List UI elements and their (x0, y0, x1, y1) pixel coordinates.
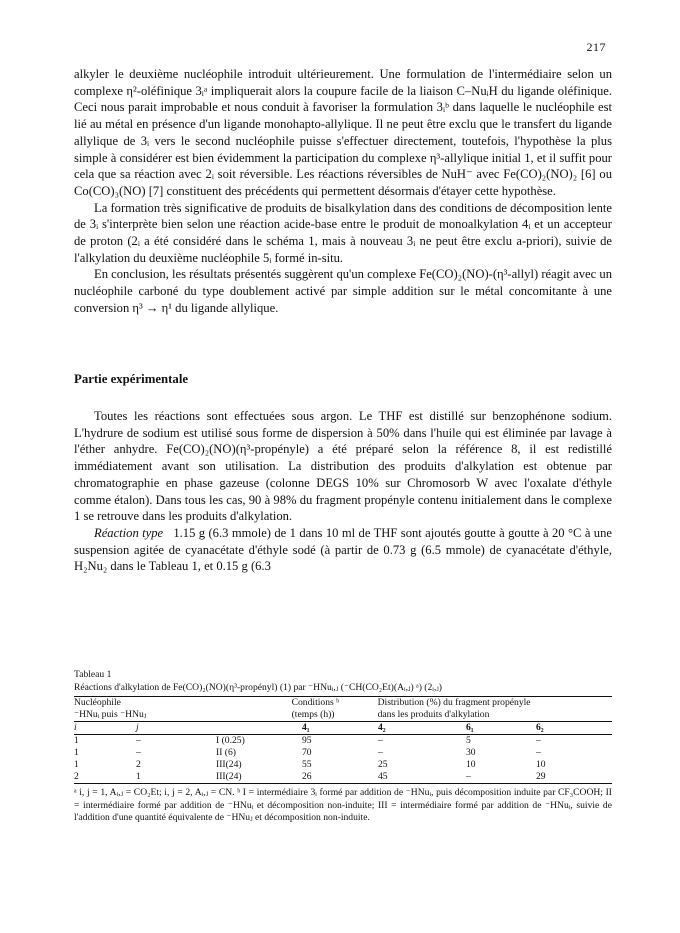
paragraph: En conclusion, les résultats présentés suggèrent qu'un complexe Fe(CO)₂(NO)-(η³-allyl) réagit avec un nucléophile carboné du type doublement activé par simple addition sur le métal concomitante à une conversion η³ → η¹ du ligande allylique. (74, 267, 612, 315)
header-conditions: Conditions ᵇ (291, 697, 340, 708)
cell: – (136, 747, 141, 758)
cell: – (136, 735, 141, 746)
cell: 1 (74, 735, 79, 746)
page-number: 217 (586, 40, 606, 54)
col-6-2: 6₂ (536, 722, 544, 733)
cell: 2 (136, 759, 141, 770)
table-row (74, 759, 612, 771)
cell: 29 (536, 771, 546, 782)
cell: 2 (74, 771, 79, 782)
cell: 26 (302, 771, 312, 782)
col-i: i (74, 722, 77, 733)
cell: 10 (536, 759, 546, 770)
cell: 1 (74, 759, 79, 770)
cell: – (378, 735, 383, 746)
cell: 70 (302, 747, 312, 758)
col-blank (216, 722, 302, 734)
cell: I (0.25) (216, 735, 245, 746)
cell: – (536, 735, 541, 746)
col-4-2: 4₂ (378, 722, 386, 733)
body-text-experimental (74, 408, 612, 575)
paragraph: alkyler le deuxième nucléophile introduit ultérieurement. Une formulation de l'intermédiaire selon un complexe η²-oléfinique 3ᵢᵃ impliquerait alors la coupure facile de la liaison C–NuᵢH du ligande oléfinique. Ceci nous parait improbable et nous conduit à favoriser la formulation 3ᵢᵇ dans laquelle le nucléophile est lié au métal en présence d'un ligande monohapto-allylique. Il ne peut être exclu que le transfert du ligande allylique de 3ᵢ vers le second nucléophile puisse s'effectuer directement, toutefois, l'hypothèse la plus simple à considérer est bien évidemment la participation du complexe η³-allylique initial 1, et il suffit pour cela que sa réaction avec 2ᵢ soit réversible. Les réactions réversibles de NuH⁻ avec Fe(CO)₂(NO)₂ [6] ou Co(CO)₃(NO) [7] constituent des précédents qui permettent désormais d'étayer cette hypothèse. (74, 67, 612, 198)
cell: 45 (378, 771, 388, 782)
table-row (74, 771, 612, 783)
table-caption: Réactions d'alkylation de Fe(CO)₂(NO)(η³-propényl) (1) par ⁻HNuᵢ,ⱼ (⁻CH(CO₂Et)(Aᵢ,ⱼ) ᵃ) (2ᵢ,ⱼ) (74, 682, 443, 693)
col-j: j (136, 722, 139, 733)
cell: 25 (378, 759, 388, 770)
table-label: Tableau 1 (74, 669, 112, 680)
cell: – (378, 747, 383, 758)
section-heading: Partie expérimentale (74, 372, 189, 386)
cell: 30 (466, 747, 476, 758)
cell: 5 (466, 735, 471, 746)
reaction-type-text: 1.15 g (6.3 mmole) de 1 dans 10 ml de THF sont ajoutés goutte à goutte à 20 °C à une suspension agitée de cyanacétate d'éthyle sodé (à partir de 0.73 g (6.5 mmole) de cyanacétate d'éthyle, H₂Nu₂ dans le Tableau 1, et 0.15 g (6.3 (74, 525, 612, 574)
paragraph: La formation très significative de produits de bisalkylation dans des conditions de décomposition lente de 3ᵢ s'interprète bien selon une réaction acide-base entre le produit de monoalkylation 4ᵢ et un accepteur de proton (2ᵢ a été considéré dans le schéma 1, mais à nouveau 3ᵢ ne peut être exclu a-priori), suivie de l'alkylation du deuxième nucléophile 5ᵢ formé in-situ. (74, 200, 612, 265)
cell: – (466, 771, 471, 782)
col-4-1: 4₁ (302, 722, 310, 733)
table-subheader (74, 722, 612, 734)
paragraph-reaction-type (74, 525, 612, 575)
col-6-1: 6₁ (466, 722, 474, 733)
table-footnote: ᵃ i, j = 1, Aᵢ,ⱼ = CO₂Et; i, j = 2, Aᵢ,ⱼ = CN. ᵇ I = intermédiaire 3ᵢ formé par addition de ⁻HNuᵢ, puis décomposition induite par CF₃COOH; II = intermédiaire formé par addition de ⁻HNuᵢ et décomposition non-induite; III = intermédiaire formé par addition de ⁻HNuᵢ, suivie de l'addition d'une quantité équivalente de ⁻HNuⱼ et décomposition non-induite. (74, 787, 612, 824)
table-1 (74, 668, 612, 825)
cell: – (536, 747, 541, 758)
header-distribution-sub: dans les produits d'alkylation (377, 709, 490, 720)
cell: II (6) (216, 747, 236, 758)
cell: 55 (302, 759, 312, 770)
cell: 10 (466, 759, 476, 770)
cell: 1 (136, 771, 141, 782)
paragraph: Toutes les réactions sont effectuées sous argon. Le THF est distillé sur benzophénone sodium. L'hydrure de sodium est utilisé sous forme de dispersion à 50% dans l'huile qui est éliminée par lavage à l'éther anhydre. Fe(CO)₂(NO)(η³-propényle) a été préparé selon la référence 8, il est redistillé immédiatement avant son utilisation. La distribution des produits d'alkylation est obtenue par chromatographie en phase gazeuse (colonne DEGS 10% sur Chromosorb W avec l'oxalate d'éthyle comme étalon). Dans tous les cas, 90 à 98% du fragment propényle contenu initialement dans le complexe 1 se retrouve dans les produits d'alkylation. (74, 409, 612, 524)
table-bottom-rule (74, 783, 612, 784)
table-header (74, 697, 612, 721)
cell: 95 (302, 735, 312, 746)
header-conditions-sub: (temps (h)) (291, 709, 335, 720)
header-distribution: Distribution (%) du fragment propényle (377, 697, 531, 708)
table-row (74, 747, 612, 759)
cell: 1 (74, 747, 79, 758)
header-nucleophile-sub: ⁻HNuᵢ puis ⁻HNuⱼ (74, 709, 147, 720)
cell: III(24) (216, 759, 242, 770)
table-body (74, 735, 612, 783)
cell: III(24) (216, 771, 242, 782)
body-text-top (74, 66, 612, 317)
table-row (74, 735, 612, 747)
reaction-type-label: Réaction type (94, 525, 164, 540)
header-nucleophile: Nucléophile (74, 697, 121, 708)
